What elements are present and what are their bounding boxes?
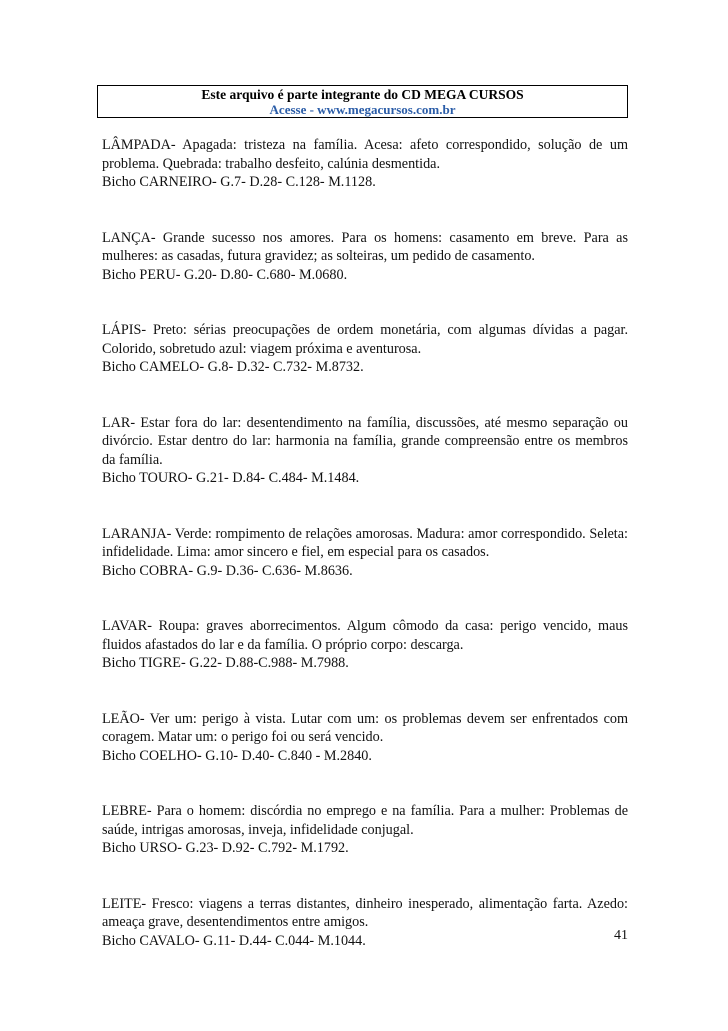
entry-bicho: Bicho URSO- G.23- D.92- C.792- M.1792.	[102, 840, 349, 856]
page-number: 41	[614, 928, 628, 943]
dictionary-entries	[102, 136, 628, 987]
entry-lapis	[102, 321, 628, 377]
entry-lebre	[102, 802, 628, 858]
entry-laranja	[102, 525, 628, 581]
entry-text: LAVAR- Roupa: graves aborrecimentos. Algum cômodo da casa: perigo vencido, maus fluidos afastados do lar e da família. O próprio corpo: descarga.	[102, 618, 628, 653]
entry-bicho: Bicho CAVALO- G.11- D.44- C.044- M.1044.	[102, 932, 366, 949]
entry-leao	[102, 710, 628, 766]
entry-text: LEBRE- Para o homem: discórdia no emprego e na família. Para a mulher: Problemas de saúde, intrigas amorosas, inveja, infidelidade conjugal.	[102, 803, 628, 838]
entry-lavar	[102, 617, 628, 673]
entry-leite	[102, 895, 628, 951]
entry-text: LÂMPADA- Apagada: tristeza na família. Acesa: afeto correspondido, solução de um problema. Quebrada: trabalho desfeito, calúnia desmentida.	[102, 137, 628, 172]
entry-bicho: Bicho CARNEIRO- G.7- D.28- C.128- M.1128.	[102, 174, 376, 190]
header-title: Este arquivo é parte integrante do CD MEGA CURSOS	[201, 87, 524, 102]
entry-text: LÁPIS- Preto: sérias preocupações de ordem monetária, com algumas dívidas a pagar. Colorido, sobretudo azul: viagem próxima e aventurosa.	[102, 322, 628, 357]
entry-text: LANÇA- Grande sucesso nos amores. Para os homens: casamento em breve. Para as mulheres: as casadas, futura gravidez; as solteiras, um pedido de casamento.	[102, 229, 628, 264]
entry-text: LEITE- Fresco: viagens a terras distantes, dinheiro inesperado, alimentação farta. Azedo: ameaça grave, desentendimentos entre amigos.	[102, 895, 628, 930]
header-banner	[97, 85, 628, 118]
entry-bicho: Bicho COELHO- G.10- D.40- C.840 - M.2840.	[102, 747, 372, 764]
entry-text: LARANJA- Verde: rompimento de relações amorosas. Madura: amor correspondido. Seleta: infidelidade. Lima: amor sincero e fiel, em especial para os casados.	[102, 525, 628, 560]
entry-bicho: Bicho PERU- G.20- D.80- C.680- M.0680.	[102, 266, 348, 283]
header-link[interactable]: Acesse - www.megacursos.com.br	[269, 102, 456, 117]
entry-lampada	[102, 136, 628, 192]
entry-bicho: Bicho TIGRE- G.22- D.88-C.988- M.7988.	[102, 655, 349, 671]
entry-bicho: Bicho CAMELO- G.8- D.32- C.732- M.8732.	[102, 359, 364, 375]
entry-text: LEÃO- Ver um: perigo à vista. Lutar com um: os problemas devem ser enfrentados com coragem. Matar um: o perigo foi ou será vencido.	[102, 710, 628, 745]
entry-text: LAR- Estar fora do lar: desentendimento na família, discussões, até mesmo separação ou divórcio. Estar dentro do lar: harmonia na família, grande compreensão entre os membros da família.	[102, 414, 628, 468]
entry-bicho: Bicho TOURO- G.21- D.84- C.484- M.1484.	[102, 470, 360, 486]
entry-bicho: Bicho COBRA- G.9- D.36- C.636- M.8636.	[102, 562, 353, 579]
entry-lanca	[102, 229, 628, 285]
entry-lar	[102, 414, 628, 488]
